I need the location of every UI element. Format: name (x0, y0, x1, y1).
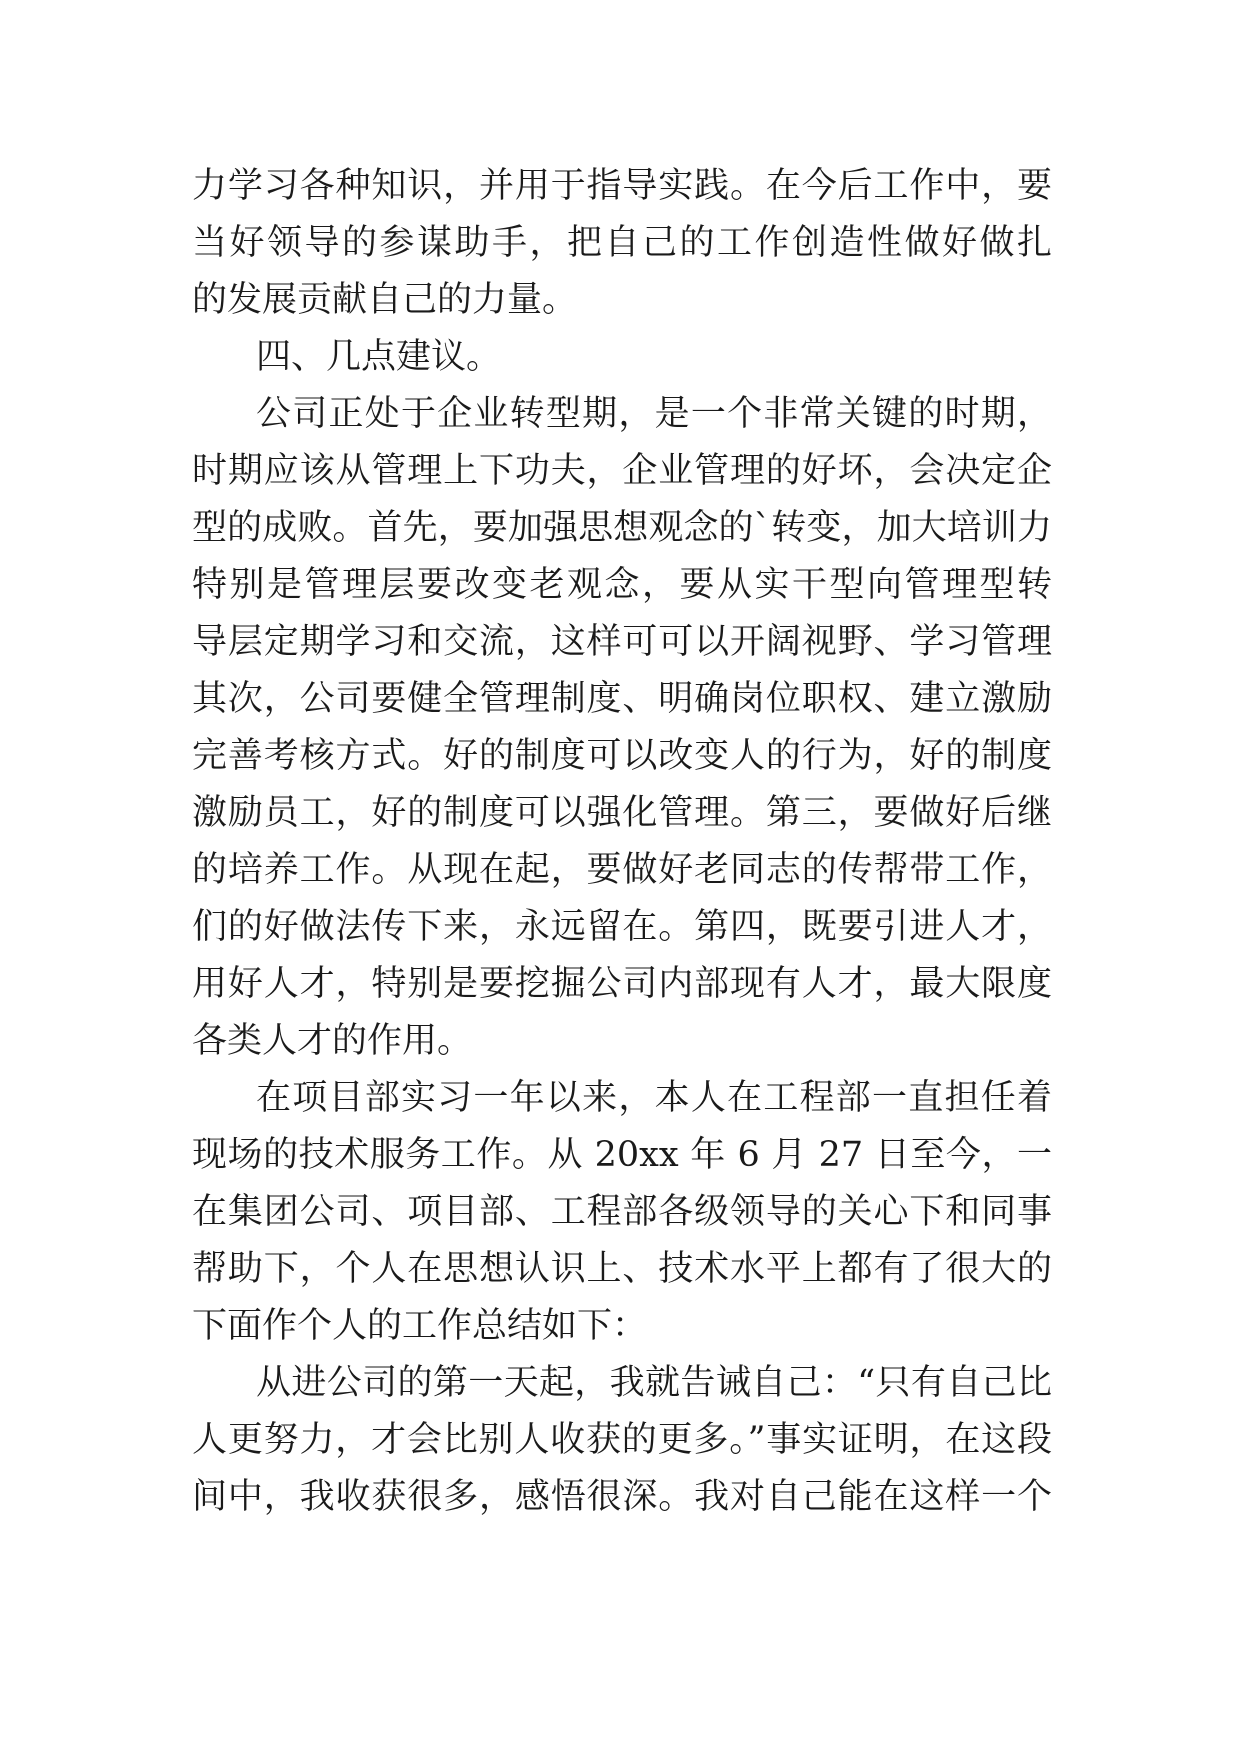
text-line: 的培养工作。从现在起，要做好老同志的传帮带工作， (192, 850, 1052, 890)
text-line: 激励员工，好的制度可以强化管理。第三，要做好后继 (192, 793, 1052, 833)
text-line: 们的好做法传下来，永远留在。第四，既要引进人才， (192, 907, 1052, 947)
paragraph-first-line: 在项目部实习一年以来，本人在工程部一直担任着 (256, 1078, 1052, 1118)
text-line: 导层定期学习和交流，这样可可以开阔视野、学习管理 (192, 622, 1052, 662)
text-line: 各类人才的作用。 (192, 1021, 473, 1061)
text-line: 帮助下，个人在思想认识上、技术水平上都有了很大的 (192, 1249, 1052, 1289)
paragraph-first-line: 公司正处于企业转型期，是一个非常关键的时期， (256, 394, 1052, 434)
text-line: 特别是管理层要改变老观念，要从实干型向管理型转 (192, 565, 1052, 605)
text-line: 的发展贡献自己的力量。 (192, 280, 578, 320)
text-line: 间中，我收获很多，感悟很深。我对自己能在这样一个 (192, 1477, 1052, 1517)
text-line: 完善考核方式。好的制度可以改变人的行为，好的制度 (192, 736, 1052, 776)
text-line: 型的成败。首先，要加强思想观念的`转变，加大培训力 (192, 508, 1052, 548)
text-line: 在集团公司、项目部、工程部各级领导的关心下和同事 (192, 1192, 1052, 1232)
text-line: 下面作个人的工作总结如下： (192, 1306, 648, 1346)
text-line: 其次，公司要健全管理制度、明确岗位职权、建立激励 (192, 679, 1052, 719)
text-line: 当好领导的参谋助手，把自己的工作创造性做好做扎 (192, 223, 1052, 263)
paragraph-first-line: 从进公司的第一天起，我就告诫自己：“只有自己比 (256, 1363, 1052, 1403)
text-line: 力学习各种知识，并用于指导实践。在今后工作中，要 (192, 166, 1052, 206)
text-line: 用好人才，特别是要挖掘公司内部现有人才，最大限度 (192, 964, 1052, 1004)
body-text (192, 158, 1052, 1526)
text-line: 时期应该从管理上下功夫，企业管理的好坏，会决定企 (192, 451, 1052, 491)
text-line: 人更努力，才会比别人收获的更多。”事实证明，在这段 (192, 1420, 1052, 1460)
section-heading: 四、几点建议。 (256, 337, 502, 377)
text-line: 现场的技术服务工作。从 20xx 年 6 月 27 日至今，一 (192, 1135, 1052, 1175)
